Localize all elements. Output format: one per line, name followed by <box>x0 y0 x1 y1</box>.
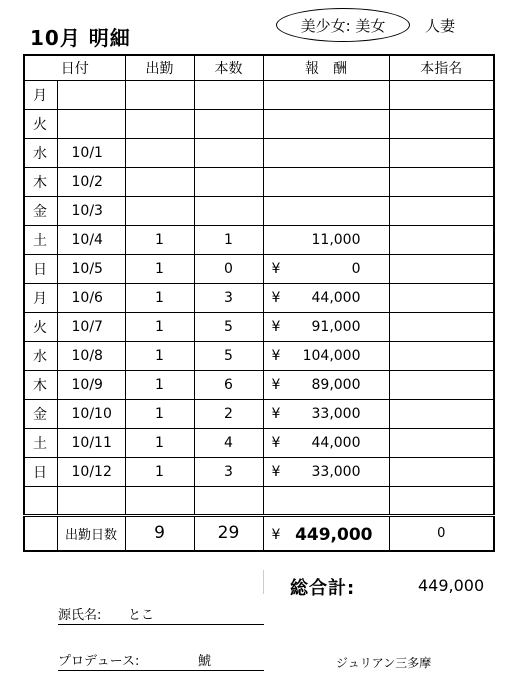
date-cell: 10/11 <box>57 428 125 457</box>
pay-cell <box>263 428 389 457</box>
table-row <box>24 196 494 225</box>
yen-sign: ¥ <box>271 434 281 451</box>
shimei-cell <box>389 225 494 254</box>
pay-cell <box>263 283 389 312</box>
date-cell <box>57 486 125 515</box>
date-cell: 10/12 <box>57 457 125 486</box>
date-cell: 10/6 <box>57 283 125 312</box>
monthly-detail-table <box>23 54 495 552</box>
count-cell <box>194 109 263 138</box>
attendance-cell <box>125 196 194 225</box>
count-cell <box>194 196 263 225</box>
date-cell: 10/2 <box>57 167 125 196</box>
total-blank-cell <box>24 515 57 551</box>
pay-amount: 0 <box>351 260 361 277</box>
count-cell: 4 <box>194 428 263 457</box>
total-label: 出勤日数 <box>57 515 125 551</box>
pay-cell <box>263 167 389 196</box>
status-label: 人妻 <box>425 17 456 35</box>
pay-amount: 33,000 <box>311 405 361 422</box>
yen-sign: ¥ <box>271 463 281 480</box>
day-of-week-cell: 日 <box>24 457 57 486</box>
total-yen-sign: ¥ <box>271 526 281 543</box>
pay-cell <box>263 138 389 167</box>
shimei-cell <box>389 428 494 457</box>
date-cell <box>57 80 125 109</box>
pay-amount: 91,000 <box>311 318 361 335</box>
table-header-row <box>24 55 494 80</box>
grand-total-label: 総合計: <box>290 578 356 599</box>
table-row <box>24 312 494 341</box>
shimei-cell <box>389 370 494 399</box>
attendance-cell: 1 <box>125 370 194 399</box>
table-row <box>24 486 494 515</box>
date-cell: 10/9 <box>57 370 125 399</box>
attendance-cell: 1 <box>125 341 194 370</box>
table-row <box>24 370 494 399</box>
attendance-cell <box>125 138 194 167</box>
column-header-count: 本数 <box>194 55 263 80</box>
shimei-cell <box>389 486 494 515</box>
count-cell <box>194 167 263 196</box>
shimei-cell <box>389 283 494 312</box>
date-cell: 10/10 <box>57 399 125 428</box>
day-of-week-cell: 木 <box>24 370 57 399</box>
table-row <box>24 138 494 167</box>
store-name: ジュリアン三多摩 <box>336 656 432 670</box>
table-row <box>24 283 494 312</box>
day-of-week-cell: 木 <box>24 167 57 196</box>
producer-value: 鯱 <box>198 654 212 669</box>
shimei-cell <box>389 312 494 341</box>
shimei-cell <box>389 196 494 225</box>
genji-name-label: 源氏名: <box>58 608 102 623</box>
day-of-week-cell: 水 <box>24 341 57 370</box>
producer-field <box>58 650 264 668</box>
shimei-cell <box>389 399 494 428</box>
count-cell <box>194 138 263 167</box>
day-of-week-cell: 金 <box>24 399 57 428</box>
column-header-shimei: 本指名 <box>389 55 494 80</box>
pay-amount: 104,000 <box>302 347 361 364</box>
count-cell: 1 <box>194 225 263 254</box>
day-of-week-cell: 月 <box>24 283 57 312</box>
grand-total-value: 449,000 <box>418 576 485 595</box>
table-row <box>24 341 494 370</box>
attendance-cell <box>125 109 194 138</box>
day-of-week-cell <box>24 486 57 515</box>
table-row <box>24 225 494 254</box>
date-cell: 10/7 <box>57 312 125 341</box>
total-row <box>24 515 494 551</box>
attendance-cell <box>125 167 194 196</box>
pay-cell <box>263 486 389 515</box>
count-cell: 0 <box>194 254 263 283</box>
column-header-attendance: 出勤 <box>125 55 194 80</box>
total-days: 9 <box>125 515 194 551</box>
count-cell: 3 <box>194 283 263 312</box>
table-row <box>24 254 494 283</box>
column-header-date: 日付 <box>24 55 125 80</box>
table-row <box>24 457 494 486</box>
count-cell: 5 <box>194 312 263 341</box>
attendance-cell: 1 <box>125 399 194 428</box>
shimei-cell <box>389 109 494 138</box>
shimei-cell <box>389 167 494 196</box>
pay-amount: 11,000 <box>311 231 361 248</box>
count-cell: 6 <box>194 370 263 399</box>
pay-cell <box>263 254 389 283</box>
pay-amount: 44,000 <box>311 289 361 306</box>
divider <box>263 570 264 594</box>
shimei-cell <box>389 341 494 370</box>
total-shimei: 0 <box>389 515 494 551</box>
pay-cell <box>263 399 389 428</box>
date-cell: 10/3 <box>57 196 125 225</box>
date-cell <box>57 109 125 138</box>
pay-amount: 44,000 <box>311 434 361 451</box>
table-row <box>24 167 494 196</box>
page-title: 10月 明細 <box>30 26 131 50</box>
date-cell: 10/1 <box>57 138 125 167</box>
attendance-cell: 1 <box>125 457 194 486</box>
day-of-week-cell: 土 <box>24 428 57 457</box>
day-of-week-cell: 日 <box>24 254 57 283</box>
count-cell: 5 <box>194 341 263 370</box>
total-pay: 449,000 <box>295 524 373 545</box>
shimei-cell <box>389 254 494 283</box>
category-text: 美少女: 美女 <box>300 16 386 35</box>
day-of-week-cell: 土 <box>24 225 57 254</box>
pay-cell <box>263 80 389 109</box>
producer-label: プロデュース: <box>58 654 140 669</box>
yen-sign: ¥ <box>271 318 281 335</box>
total-pay-cell <box>263 515 389 551</box>
pay-cell <box>263 341 389 370</box>
date-cell: 10/5 <box>57 254 125 283</box>
date-cell: 10/4 <box>57 225 125 254</box>
day-of-week-cell: 金 <box>24 196 57 225</box>
pay-cell <box>263 312 389 341</box>
yen-sign: ¥ <box>271 260 281 277</box>
shimei-cell <box>389 80 494 109</box>
table-row <box>24 428 494 457</box>
date-cell: 10/8 <box>57 341 125 370</box>
yen-sign: ¥ <box>271 289 281 306</box>
shimei-cell <box>389 457 494 486</box>
pay-amount: 33,000 <box>311 463 361 480</box>
attendance-cell: 1 <box>125 254 194 283</box>
attendance-cell <box>125 486 194 515</box>
table-row <box>24 80 494 109</box>
attendance-cell: 1 <box>125 283 194 312</box>
attendance-cell <box>125 80 194 109</box>
attendance-cell: 1 <box>125 428 194 457</box>
day-of-week-cell: 火 <box>24 312 57 341</box>
count-cell: 2 <box>194 399 263 428</box>
category-badge <box>276 8 410 42</box>
table-row <box>24 399 494 428</box>
total-count: 29 <box>194 515 263 551</box>
genji-name-field <box>58 604 264 622</box>
pay-cell <box>263 457 389 486</box>
day-of-week-cell: 水 <box>24 138 57 167</box>
column-header-pay: 報 酬 <box>263 55 389 80</box>
producer-underline <box>58 670 264 671</box>
attendance-cell: 1 <box>125 312 194 341</box>
day-of-week-cell: 火 <box>24 109 57 138</box>
count-cell <box>194 486 263 515</box>
count-cell <box>194 80 263 109</box>
genji-underline <box>58 624 264 625</box>
pay-cell <box>263 225 389 254</box>
yen-sign: ¥ <box>271 405 281 422</box>
yen-sign: ¥ <box>271 376 281 393</box>
count-cell: 3 <box>194 457 263 486</box>
pay-cell <box>263 109 389 138</box>
day-of-week-cell: 月 <box>24 80 57 109</box>
attendance-cell: 1 <box>125 225 194 254</box>
genji-name-value: とこ <box>128 608 155 623</box>
yen-sign: ¥ <box>271 347 281 364</box>
pay-amount: 89,000 <box>311 376 361 393</box>
shimei-cell <box>389 138 494 167</box>
pay-cell <box>263 370 389 399</box>
table-row <box>24 109 494 138</box>
pay-cell <box>263 196 389 225</box>
